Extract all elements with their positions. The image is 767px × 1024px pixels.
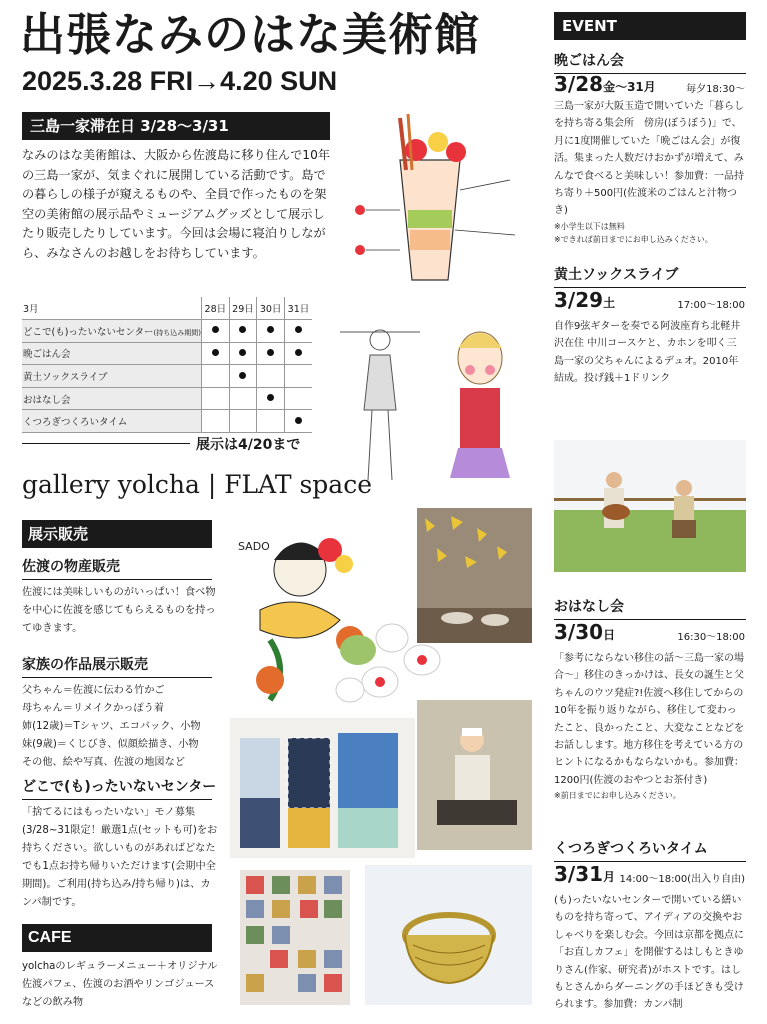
event-note: ※前日までにお申し込みください。 (554, 791, 681, 801)
sales-heading: 展示販売 (22, 520, 212, 548)
schedule-day: 29日 (229, 297, 257, 320)
schedule-dot (239, 372, 246, 379)
schedule-row (22, 410, 312, 433)
schedule-dot (295, 349, 302, 356)
event-time: 17:00～18:00 (677, 300, 745, 311)
schedule-row-label: 晩ごはん会 (22, 342, 202, 365)
schedule-dot (295, 326, 302, 333)
schedule-row-label: おはなし会 (22, 387, 202, 410)
family-works-title: 家族の作品展示販売 (22, 654, 212, 678)
event-date: 3/31月 (554, 862, 616, 886)
local-products-title: 佐渡の物産販売 (22, 556, 212, 580)
mottainai-text: 「捨てるにはもったいない」モノ募集(3/28~31限定！厳選1点(セットも可)をお持ちください。欲しいものがあればどなたでも1点お持ち帰りいただけます(会期中全期間)。ご利用(持ち込み/持ち帰り)は、カンパ制です。 (22, 807, 218, 908)
event-title: 晩ごはん会 (554, 50, 746, 74)
schedule-row (22, 365, 312, 388)
stay-heading: 三島一家滞在日 3/28～3/31 (22, 112, 330, 140)
event-title: くつろぎつくろいタイム (554, 838, 746, 862)
event-time: 14:00～18:00(出入り自由) (619, 874, 745, 885)
schedule-dot (212, 349, 219, 356)
craftsman-photo (417, 700, 532, 850)
event-body: 自作9弦ギターを奏でる阿波座育ち北軽井沢在住 中川コースケと、カホンを叩く三島一家の父ちゃんによるデュオ。2010年結成。投げ銭＋1ドリンク (554, 321, 741, 385)
schedule-dot (212, 326, 219, 333)
dancer-sketch (330, 310, 430, 490)
schedule-day: 28日 (202, 297, 230, 320)
schedule-dot (267, 326, 274, 333)
schedule-row-label: 黄土ソックスライブ (22, 365, 202, 388)
schedule-dot (267, 394, 274, 401)
schedule-row-label: どこで(も)ったいないセンター (23, 326, 154, 338)
schedule-day: 30日 (257, 297, 285, 320)
family-works-item: 父ちゃん＝佐渡に伝わる竹かご (22, 685, 165, 696)
exhibit-until: 展示は4/20まで (196, 437, 301, 453)
event-body: (も)ったいないセンターで開いている繕いものを持ち寄って、アイディアの交換やおしゃべりを楽しむ会。今回は京都を拠点に「お直しカフェ」を開催するはしもときゆりさん(作家、研究者)がホストです。はしもとさんからダーニングの手ほどきも受けられます。参加費：カンパ制 (554, 895, 744, 1011)
family-works-list (22, 682, 222, 772)
event-time: 16:30～18:00 (677, 632, 745, 643)
intro-text: なみのはな美術館は、大阪から佐渡島に移り住んで10年の三島一家が、気まぐれに展開している活動です。島での暮らしの様子が窺えるものや、全員で作ったものを架空の美術館の展示品やミュージアムグッズとして展示したり販売したりしています。今回は会場に寝泊りしながら、みなさんのお越しをお待ちしています。 (22, 148, 331, 260)
portrait-drawing (440, 318, 520, 488)
event-title: おはなし会 (554, 596, 746, 620)
event-heading: EVENT (554, 12, 746, 40)
event-date: 3/29土 (554, 288, 616, 312)
clothes-photo (230, 718, 415, 858)
schedule-dot (295, 417, 302, 424)
event-time: 毎夕18:30～ (686, 84, 745, 95)
family-works-item: その他、絵や写真、佐渡の地図など (22, 757, 185, 768)
local-products-text: 佐渡には美味しいものがいっぱい！食べ物を中心に佐渡を感じてもらえるものを持ってゆきます。 (22, 587, 216, 634)
collage-photo (240, 870, 350, 1005)
divider-line (22, 443, 190, 444)
mottainai-title: どこで(も)ったいないセンター (22, 776, 212, 800)
gallery-photo (417, 508, 532, 643)
basket-photo (365, 865, 532, 1005)
event-body: 三島一家が大阪玉造で開いていた「暮らしを持ち寄る集会所 傍房(ぼうぼう)」で、月に1度開催していた「晩ごはん会」が復活。集まった人数だけおかずが増えて、みんなで食べると美味しい！参加費：一品持ち寄り＋500円(佐渡米のごはんと汁物つき) ※小学生以下は無料 ※できれば前日までにお申し込みください。 (554, 101, 744, 244)
exhibition-dates: 2025.3.28 FRI→4.20 SUN (22, 66, 338, 96)
event-title: 黄土ソックスライブ (554, 264, 746, 288)
schedule-dot (267, 349, 274, 356)
family-works-item: 妹(9歳)＝くじびき、似顔絵描き、小物 (22, 739, 199, 750)
cafe-heading: CAFE (22, 924, 212, 952)
sado-label: SADO (238, 540, 270, 553)
event-note: ※小学生以下は無料 ※できれば前日までにお申し込みください。 (554, 221, 713, 244)
parfait-sketch (330, 70, 530, 310)
schedule-row (22, 320, 312, 343)
live-photo (554, 440, 746, 572)
family-works-item: 姉(12歳)＝Tシャツ、エコバック、小物 (22, 721, 201, 732)
schedule-day: 31日 (284, 297, 312, 320)
venue-name: gallery yolcha | FLAT space (22, 470, 372, 499)
schedule-dot (239, 326, 246, 333)
schedule-month: 3月 (23, 304, 39, 316)
family-works-item: 母ちゃん＝リメイクかっぽう着 (22, 703, 165, 714)
event-date: 3/28金～31月 (554, 72, 656, 96)
schedule-dot (239, 349, 246, 356)
page-title: 出張なみのはな美術館 (20, 8, 481, 61)
schedule-row-label: くつろぎつくろいタイム (22, 410, 202, 433)
schedule-table (22, 297, 312, 433)
schedule-row (22, 387, 312, 410)
schedule-row (22, 342, 312, 365)
schedule-row-note: (持ち込み期間) (153, 328, 202, 337)
event-date: 3/30日 (554, 620, 616, 644)
cafe-text: yolchaのレギュラーメニュー＋オリジナル佐渡パフェ、佐渡のお酒やリンゴジュースなどの飲み物 (22, 961, 218, 1008)
event-body: 「参考にならない移住の話〜三島一家の場合〜」移住のきっかけは、長女の誕生と父ちゃんのウツ発症?!佐渡へ移住してからの10年を振り返りながら、移住して変わったこと、良かったこと、大変なことなどをお話しします。地方移住を考えている方のヒントになるかもならないかも。参加費：1200円(佐渡のおやつとお茶付き) ※前日までにお申し込みください。 (554, 653, 744, 801)
